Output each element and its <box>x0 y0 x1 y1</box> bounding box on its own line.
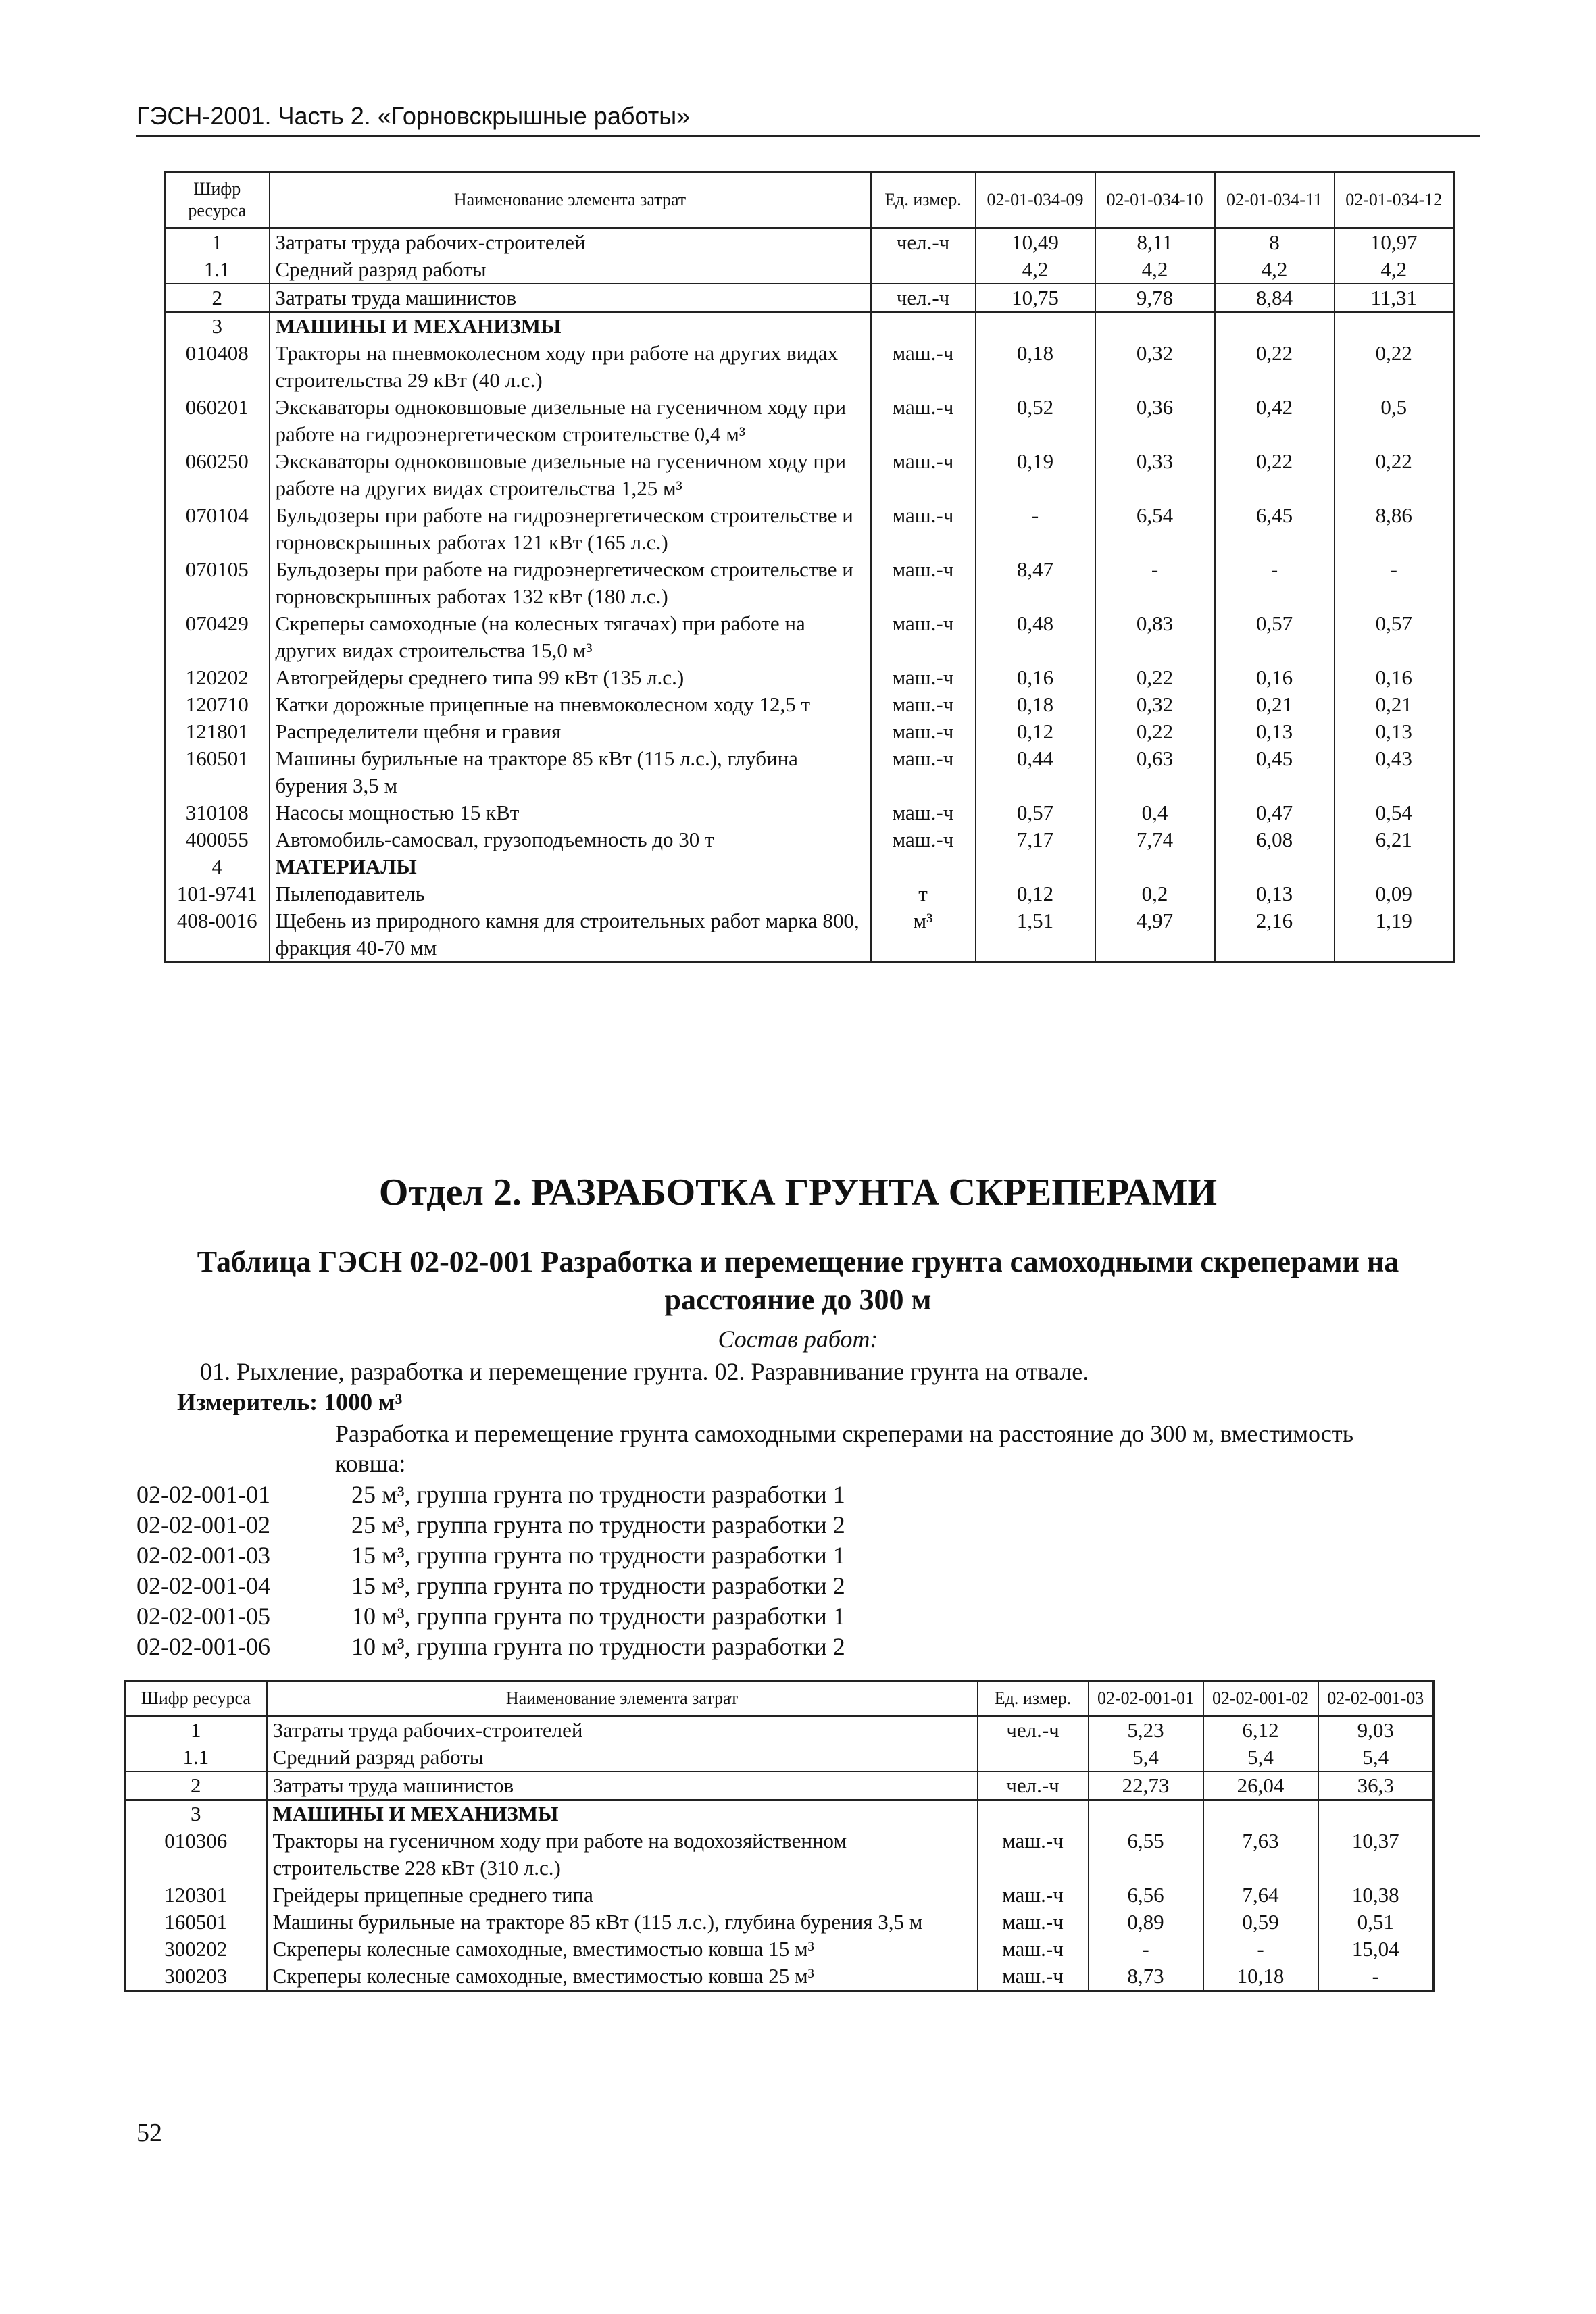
value-cell: 22,73 <box>1089 1771 1203 1800</box>
table-row <box>165 312 1454 340</box>
resource-code: 1 <box>165 228 270 257</box>
value-cell: 0,32 <box>1095 340 1215 394</box>
unit: маш.-ч <box>871 718 976 745</box>
value-cell: 0,2 <box>1095 880 1215 907</box>
value-cell: 10,97 <box>1335 228 1454 257</box>
norm-code-text: 10 м³, группа грунта по трудности разработки 2 <box>351 1633 845 1660</box>
value-cell: 0,18 <box>976 691 1095 718</box>
value-cell <box>1215 853 1335 880</box>
value-cell: 0,16 <box>976 664 1095 691</box>
table-row <box>125 1963 1434 1991</box>
value-cell: 0,12 <box>976 880 1095 907</box>
value-cell: 5,4 <box>1318 1744 1434 1771</box>
value-cell: 0,54 <box>1335 799 1454 826</box>
unit: маш.-ч <box>978 1882 1089 1909</box>
unit: маш.-ч <box>871 394 976 448</box>
value-cell: 0,57 <box>1335 610 1454 664</box>
work-composition-label: Состав работ: <box>718 1326 878 1353</box>
value-cell: 6,21 <box>1335 826 1454 853</box>
column-header: 02-01-034-09 <box>976 172 1095 228</box>
value-cell <box>1318 1800 1434 1828</box>
resource-table-2 <box>124 1680 1435 1992</box>
table-row <box>125 1936 1434 1963</box>
unit: чел.-ч <box>978 1771 1089 1800</box>
value-cell: 0,32 <box>1095 691 1215 718</box>
table-row <box>165 853 1454 880</box>
table-row <box>165 799 1454 826</box>
resource-name: Щебень из природного камня для строительных работ марка 800, фракция 40-70 мм <box>270 907 871 963</box>
value-cell: 5,4 <box>1203 1744 1318 1771</box>
value-cell: 0,22 <box>1335 448 1454 502</box>
value-cell: 4,2 <box>976 256 1095 284</box>
norm-code: 02-02-001-01 <box>136 1481 270 1508</box>
norm-code-item <box>136 1540 845 1571</box>
norm-code-text: 15 м³, группа грунта по трудности разработки 1 <box>351 1542 845 1569</box>
value-cell: 7,63 <box>1203 1828 1318 1882</box>
table-row <box>165 880 1454 907</box>
resource-code: 1 <box>125 1716 267 1744</box>
unit: чел.-ч <box>871 284 976 312</box>
value-cell: 0,16 <box>1215 664 1335 691</box>
column-header: 02-02-001-02 <box>1203 1682 1318 1716</box>
value-cell: - <box>976 502 1095 556</box>
page-number: 52 <box>136 2119 162 2147</box>
value-cell: 10,37 <box>1318 1828 1434 1882</box>
resource-name: Машины бурильные на тракторе 85 кВт (115 л.с.), глубина бурения 3,5 м <box>270 745 871 799</box>
unit: маш.-ч <box>871 340 976 394</box>
value-cell: 0,52 <box>976 394 1095 448</box>
unit <box>978 1744 1089 1771</box>
value-cell <box>1203 1800 1318 1828</box>
norm-code-item <box>136 1510 845 1540</box>
resource-name: Тракторы на пневмоколесном ходу при работе на других видах строительства 29 кВт (40 л.с.) <box>270 340 871 394</box>
table-row <box>125 1800 1434 1828</box>
value-cell: 0,47 <box>1215 799 1335 826</box>
table-row <box>165 394 1454 448</box>
unit: маш.-ч <box>871 826 976 853</box>
resource-code: 070104 <box>165 502 270 556</box>
unit <box>871 853 976 880</box>
measure-unit: Измеритель: 1000 м³ <box>177 1388 403 1415</box>
resource-code: 4 <box>165 853 270 880</box>
unit <box>871 312 976 340</box>
value-cell: 0,22 <box>1215 448 1335 502</box>
unit: чел.-ч <box>978 1716 1089 1744</box>
value-cell: 8,47 <box>976 556 1095 610</box>
table-row <box>125 1716 1434 1744</box>
unit: маш.-ч <box>978 1828 1089 1882</box>
value-cell: 0,21 <box>1335 691 1454 718</box>
value-cell: 0,21 <box>1215 691 1335 718</box>
resource-code: 120202 <box>165 664 270 691</box>
norm-code: 02-02-001-06 <box>136 1633 270 1660</box>
value-cell: 6,56 <box>1089 1882 1203 1909</box>
resource-name: Скреперы самоходные (на колесных тягачах) при работе на других видах строительства 15,0 м³ <box>270 610 871 664</box>
value-cell: - <box>1335 556 1454 610</box>
norm-description: Разработка и перемещение грунта самоходными скреперами на расстояние до 300 м, вместимость ковша: <box>335 1420 1354 1477</box>
value-cell: - <box>1095 556 1215 610</box>
resource-code: 300202 <box>125 1936 267 1963</box>
column-header: Ед. измер. <box>978 1682 1089 1716</box>
table-row <box>165 691 1454 718</box>
value-cell: 0,18 <box>976 340 1095 394</box>
value-cell: 4,2 <box>1215 256 1335 284</box>
table-row <box>125 1771 1434 1800</box>
unit: м³ <box>871 907 976 963</box>
value-cell: 9,03 <box>1318 1716 1434 1744</box>
norm-code-text: 15 м³, группа грунта по трудности разработки 2 <box>351 1572 845 1599</box>
value-cell: 0,13 <box>1215 880 1335 907</box>
value-cell: 2,16 <box>1215 907 1335 963</box>
unit: маш.-ч <box>871 610 976 664</box>
value-cell: 0,13 <box>1215 718 1335 745</box>
value-cell: 6,54 <box>1095 502 1215 556</box>
value-cell: 10,49 <box>976 228 1095 257</box>
table-row <box>165 228 1454 257</box>
value-cell: 5,23 <box>1089 1716 1203 1744</box>
table-row <box>165 664 1454 691</box>
resource-code: 310108 <box>165 799 270 826</box>
resource-name: МАШИНЫ И МЕХАНИЗМЫ <box>267 1800 978 1828</box>
unit: маш.-ч <box>871 691 976 718</box>
table-row <box>165 448 1454 502</box>
unit <box>871 256 976 284</box>
table-row <box>165 502 1454 556</box>
column-header: 02-01-034-11 <box>1215 172 1335 228</box>
value-cell: - <box>1318 1963 1434 1991</box>
table-title: Таблица ГЭСН 02-02-001 Разработка и перемещение грунта самоходными скреперами на расстояние до 300 м <box>197 1245 1399 1316</box>
norm-code-text: 25 м³, группа грунта по трудности разработки 2 <box>351 1511 845 1538</box>
column-header: Ед. измер. <box>871 172 976 228</box>
resource-name: Катки дорожные прицепные на пневмоколесном ходу 12,5 т <box>270 691 871 718</box>
value-cell: 6,08 <box>1215 826 1335 853</box>
value-cell: 0,89 <box>1089 1909 1203 1936</box>
value-cell: 6,12 <box>1203 1716 1318 1744</box>
value-cell: 0,45 <box>1215 745 1335 799</box>
table-header-row <box>165 172 1454 228</box>
table-row <box>125 1828 1434 1882</box>
resource-name: Затраты труда рабочих-строителей <box>267 1716 978 1744</box>
value-cell: 26,04 <box>1203 1771 1318 1800</box>
value-cell: 0,4 <box>1095 799 1215 826</box>
norm-code: 02-02-001-03 <box>136 1542 270 1569</box>
norm-code-item <box>136 1632 845 1662</box>
resource-code: 300203 <box>125 1963 267 1991</box>
resource-name: Скреперы колесные самоходные, вместимостью ковша 15 м³ <box>267 1936 978 1963</box>
value-cell: 4,97 <box>1095 907 1215 963</box>
value-cell: 1,19 <box>1335 907 1454 963</box>
resource-code: 121801 <box>165 718 270 745</box>
resource-table-1 <box>164 171 1455 963</box>
section-title: Отдел 2. РАЗРАБОТКА ГРУНТА СКРЕПЕРАМИ <box>378 1172 1218 1213</box>
value-cell: 8,73 <box>1089 1963 1203 1991</box>
resource-name: Пылеподавитель <box>270 880 871 907</box>
resource-name: Затраты труда машинистов <box>267 1771 978 1800</box>
unit: маш.-ч <box>978 1936 1089 1963</box>
value-cell: 0,12 <box>976 718 1095 745</box>
value-cell: 11,31 <box>1335 284 1454 312</box>
resource-code: 2 <box>125 1771 267 1800</box>
unit: маш.-ч <box>978 1909 1089 1936</box>
value-cell: 7,17 <box>976 826 1095 853</box>
resource-name: Средний разряд работы <box>267 1744 978 1771</box>
norm-code-text: 10 м³, группа грунта по трудности разработки 1 <box>351 1603 845 1630</box>
value-cell: 0,59 <box>1203 1909 1318 1936</box>
value-cell: 0,43 <box>1335 745 1454 799</box>
value-cell <box>1335 312 1454 340</box>
column-header: 02-01-034-10 <box>1095 172 1215 228</box>
resource-name: Распределители щебня и гравия <box>270 718 871 745</box>
resource-code: 010306 <box>125 1828 267 1882</box>
value-cell: 0,22 <box>1335 340 1454 394</box>
table-row <box>165 907 1454 963</box>
unit <box>978 1800 1089 1828</box>
resource-name: Затраты труда машинистов <box>270 284 871 312</box>
unit: маш.-ч <box>871 664 976 691</box>
resource-name: Скреперы колесные самоходные, вместимостью ковша 25 м³ <box>267 1963 978 1991</box>
resource-code: 060201 <box>165 394 270 448</box>
resource-name: Средний разряд работы <box>270 256 871 284</box>
value-cell: 9,78 <box>1095 284 1215 312</box>
value-cell: 0,63 <box>1095 745 1215 799</box>
value-cell: 10,38 <box>1318 1882 1434 1909</box>
value-cell <box>1215 312 1335 340</box>
resource-code: 120710 <box>165 691 270 718</box>
resource-code: 3 <box>125 1800 267 1828</box>
resource-name: Автомобиль-самосвал, грузоподъемность до 30 т <box>270 826 871 853</box>
resource-code: 408-0016 <box>165 907 270 963</box>
resource-name: Бульдозеры при работе на гидроэнергетическом строительстве и горновскрышных работах 121 кВт (165 л.с.) <box>270 502 871 556</box>
resource-code: 1.1 <box>125 1744 267 1771</box>
resource-code: 070105 <box>165 556 270 610</box>
value-cell: 0,33 <box>1095 448 1215 502</box>
table-row <box>125 1909 1434 1936</box>
table-row <box>165 284 1454 312</box>
resource-code: 3 <box>165 312 270 340</box>
norm-code-item <box>136 1480 845 1510</box>
norm-code: 02-02-001-05 <box>136 1603 270 1630</box>
value-cell: 8,84 <box>1215 284 1335 312</box>
unit: маш.-ч <box>871 556 976 610</box>
value-cell: 0,51 <box>1318 1909 1434 1936</box>
value-cell: 1,51 <box>976 907 1095 963</box>
resource-name: Бульдозеры при работе на гидроэнергетическом строительстве и горновскрышных работах 132 кВт (180 л.с.) <box>270 556 871 610</box>
unit: маш.-ч <box>871 448 976 502</box>
table-row <box>165 256 1454 284</box>
resource-name: МАШИНЫ И МЕХАНИЗМЫ <box>270 312 871 340</box>
value-cell: 6,55 <box>1089 1828 1203 1882</box>
value-cell: - <box>1089 1936 1203 1963</box>
table-row <box>125 1882 1434 1909</box>
resource-code: 010408 <box>165 340 270 394</box>
norm-code-list <box>136 1480 845 1662</box>
value-cell: 6,45 <box>1215 502 1335 556</box>
value-cell: 8,11 <box>1095 228 1215 257</box>
resource-name: Экскаваторы одноковшовые дизельные на гусеничном ходу при работе на других видах строительства 1,25 м³ <box>270 448 871 502</box>
table-row <box>165 340 1454 394</box>
unit: чел.-ч <box>871 228 976 257</box>
norm-code-item <box>136 1601 845 1632</box>
value-cell: 0,22 <box>1095 664 1215 691</box>
value-cell: 8,86 <box>1335 502 1454 556</box>
work-composition: 01. Рыхление, разработка и перемещение грунта. 02. Разравнивание грунта на отвале. <box>200 1358 1089 1385</box>
value-cell: 0,42 <box>1215 394 1335 448</box>
resource-code: 060250 <box>165 448 270 502</box>
unit: т <box>871 880 976 907</box>
table-row <box>165 718 1454 745</box>
column-header: Наименование элемента затрат <box>267 1682 978 1716</box>
unit: маш.-ч <box>871 745 976 799</box>
value-cell: - <box>1203 1936 1318 1963</box>
resource-name: Машины бурильные на тракторе 85 кВт (115 л.с.), глубина бурения 3,5 м <box>267 1909 978 1936</box>
column-header: 02-02-001-03 <box>1318 1682 1434 1716</box>
norm-code: 02-02-001-02 <box>136 1511 270 1538</box>
resource-code: 070429 <box>165 610 270 664</box>
value-cell: 0,83 <box>1095 610 1215 664</box>
unit: маш.-ч <box>871 502 976 556</box>
norm-code-text: 25 м³, группа грунта по трудности разработки 1 <box>351 1481 845 1508</box>
table-row <box>165 826 1454 853</box>
table-row <box>125 1744 1434 1771</box>
column-header: 02-01-034-12 <box>1335 172 1454 228</box>
table-row <box>165 610 1454 664</box>
norm-code: 02-02-001-04 <box>136 1572 270 1599</box>
value-cell: 15,04 <box>1318 1936 1434 1963</box>
value-cell: 0,57 <box>1215 610 1335 664</box>
value-cell <box>1335 853 1454 880</box>
value-cell: 0,22 <box>1095 718 1215 745</box>
value-cell: 36,3 <box>1318 1771 1434 1800</box>
value-cell: 0,44 <box>976 745 1095 799</box>
resource-name: Грейдеры прицепные среднего типа <box>267 1882 978 1909</box>
value-cell: 4,2 <box>1335 256 1454 284</box>
value-cell <box>976 312 1095 340</box>
value-cell: 0,57 <box>976 799 1095 826</box>
unit: маш.-ч <box>871 799 976 826</box>
resource-code: 120301 <box>125 1882 267 1909</box>
value-cell: 0,5 <box>1335 394 1454 448</box>
resource-code: 2 <box>165 284 270 312</box>
value-cell: 0,09 <box>1335 880 1454 907</box>
value-cell: 8 <box>1215 228 1335 257</box>
resource-code: 1.1 <box>165 256 270 284</box>
value-cell: 0,13 <box>1335 718 1454 745</box>
page-header: ГЭСН-2001. Часть 2. «Горновскрышные работы» <box>136 101 1480 137</box>
value-cell: 7,74 <box>1095 826 1215 853</box>
value-cell: 10,18 <box>1203 1963 1318 1991</box>
table-header-row <box>125 1682 1434 1716</box>
resource-code: 101-9741 <box>165 880 270 907</box>
column-header: Наименование элемента затрат <box>270 172 871 228</box>
value-cell: 0,16 <box>1335 664 1454 691</box>
value-cell: - <box>1215 556 1335 610</box>
value-cell <box>1089 1800 1203 1828</box>
resource-name: Автогрейдеры среднего типа 99 кВт (135 л.с.) <box>270 664 871 691</box>
value-cell <box>1095 312 1215 340</box>
resource-code: 160501 <box>125 1909 267 1936</box>
value-cell: 7,64 <box>1203 1882 1318 1909</box>
value-cell: 5,4 <box>1089 1744 1203 1771</box>
value-cell: 0,36 <box>1095 394 1215 448</box>
table-row <box>165 745 1454 799</box>
value-cell <box>1095 853 1215 880</box>
value-cell: 4,2 <box>1095 256 1215 284</box>
value-cell: 0,22 <box>1215 340 1335 394</box>
resource-code: 400055 <box>165 826 270 853</box>
value-cell: 0,19 <box>976 448 1095 502</box>
resource-code: 160501 <box>165 745 270 799</box>
column-header: 02-02-001-01 <box>1089 1682 1203 1716</box>
resource-name: Затраты труда рабочих-строителей <box>270 228 871 257</box>
column-header: Шифр ресурса <box>165 172 270 228</box>
resource-name: Экскаваторы одноковшовые дизельные на гусеничном ходу при работе на гидроэнергетическом строительстве 0,4 м³ <box>270 394 871 448</box>
value-cell: 10,75 <box>976 284 1095 312</box>
value-cell: 0,48 <box>976 610 1095 664</box>
table-row <box>165 556 1454 610</box>
value-cell <box>976 853 1095 880</box>
resource-name: Тракторы на гусеничном ходу при работе на водохозяйственном строительстве 228 кВт (310 л.с.) <box>267 1828 978 1882</box>
unit: маш.-ч <box>978 1963 1089 1991</box>
column-header: Шифр ресурса <box>125 1682 267 1716</box>
resource-name: Насосы мощностью 15 кВт <box>270 799 871 826</box>
norm-code-item <box>136 1571 845 1601</box>
resource-name: МАТЕРИАЛЫ <box>270 853 871 880</box>
